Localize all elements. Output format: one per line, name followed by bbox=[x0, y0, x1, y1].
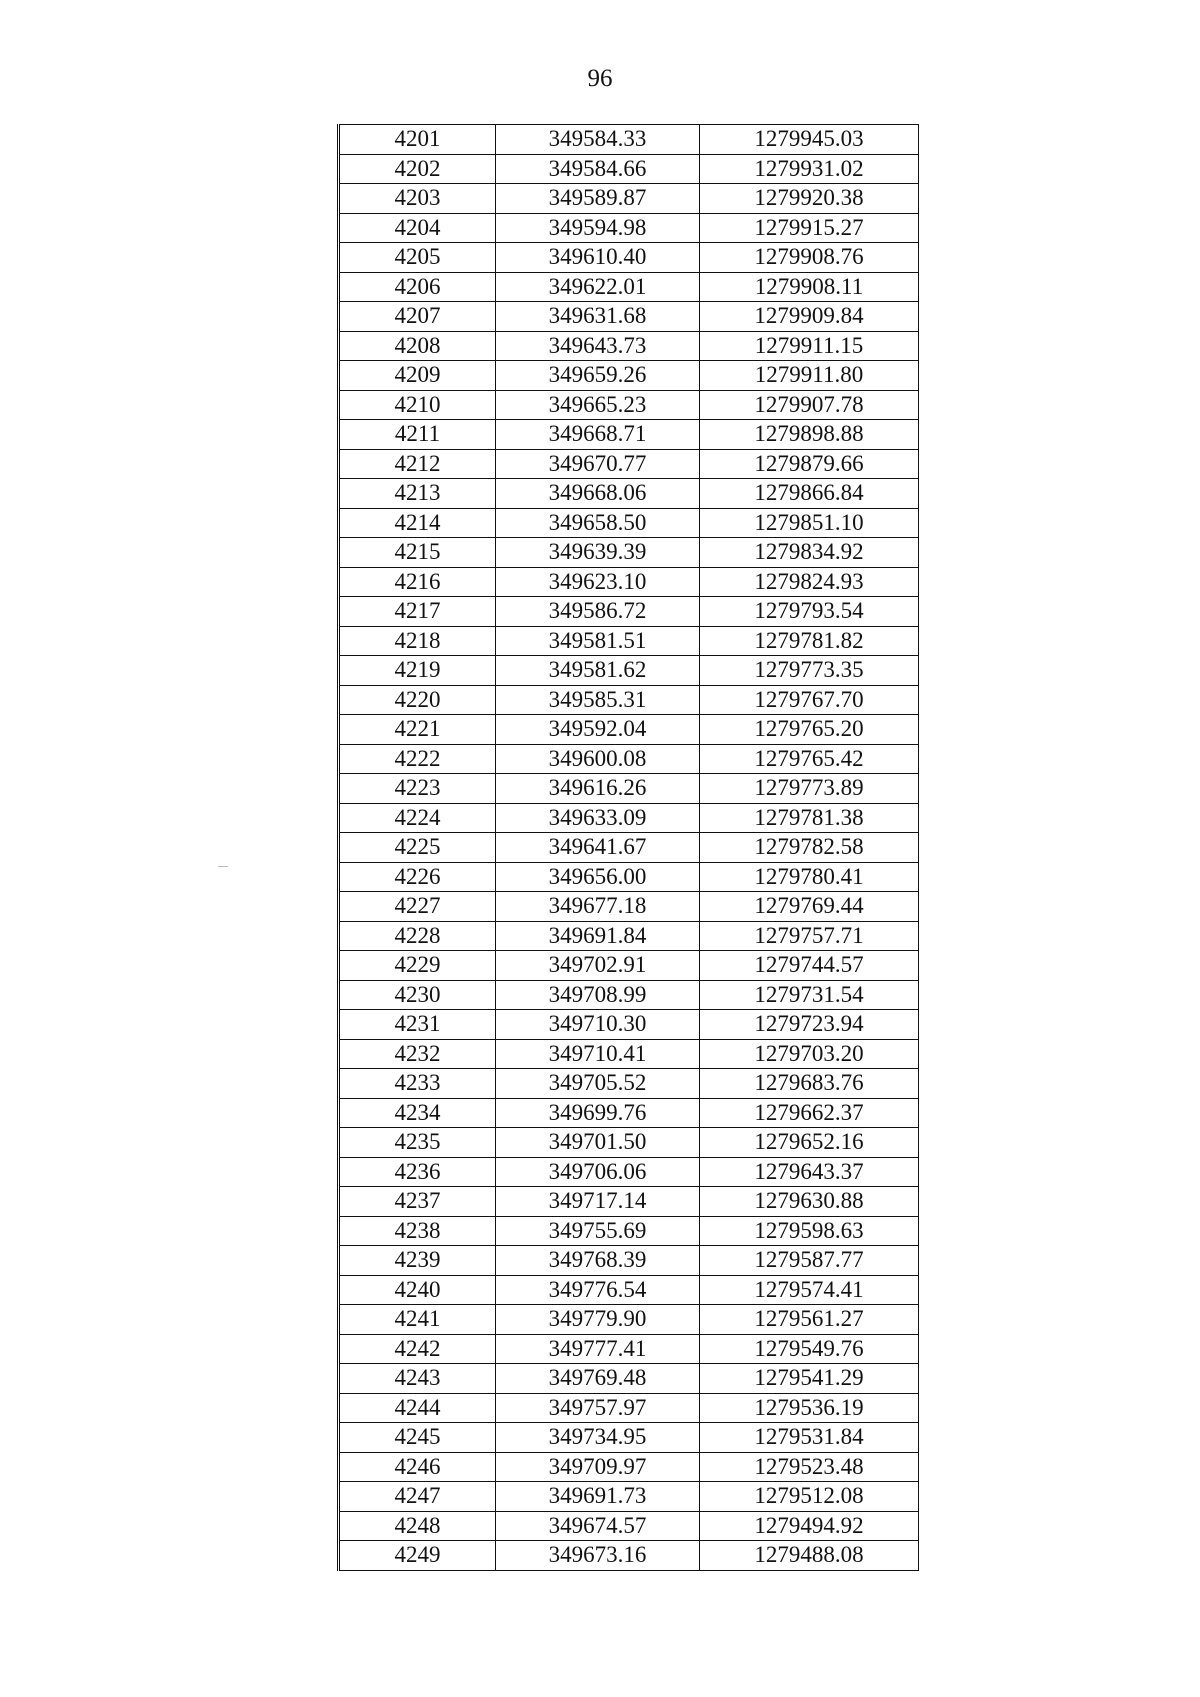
y-coordinate-cell: 1279780.41 bbox=[700, 862, 919, 892]
y-coordinate-cell: 1279512.08 bbox=[700, 1482, 919, 1512]
x-coordinate-cell: 349584.33 bbox=[496, 125, 700, 155]
point-number-cell: 4229 bbox=[339, 951, 496, 981]
point-number-cell: 4224 bbox=[339, 803, 496, 833]
point-number-cell: 4246 bbox=[339, 1452, 496, 1482]
x-coordinate-cell: 349586.72 bbox=[496, 597, 700, 627]
x-coordinate-cell: 349639.39 bbox=[496, 538, 700, 568]
point-number-cell: 4205 bbox=[339, 243, 496, 273]
y-coordinate-cell: 1279703.20 bbox=[700, 1039, 919, 1069]
table-row bbox=[339, 951, 919, 981]
y-coordinate-cell: 1279898.88 bbox=[700, 420, 919, 450]
x-coordinate-cell: 349623.10 bbox=[496, 567, 700, 597]
point-number-cell: 4203 bbox=[339, 184, 496, 214]
point-number-cell: 4207 bbox=[339, 302, 496, 332]
x-coordinate-cell: 349670.77 bbox=[496, 449, 700, 479]
point-number-cell: 4248 bbox=[339, 1511, 496, 1541]
x-coordinate-cell: 349717.14 bbox=[496, 1187, 700, 1217]
table-row bbox=[339, 685, 919, 715]
table-row bbox=[339, 1305, 919, 1335]
y-coordinate-cell: 1279773.89 bbox=[700, 774, 919, 804]
x-coordinate-cell: 349699.76 bbox=[496, 1098, 700, 1128]
point-number-cell: 4243 bbox=[339, 1364, 496, 1394]
x-coordinate-cell: 349643.73 bbox=[496, 331, 700, 361]
table-row bbox=[339, 1334, 919, 1364]
table-row bbox=[339, 803, 919, 833]
x-coordinate-cell: 349633.09 bbox=[496, 803, 700, 833]
y-coordinate-cell: 1279908.11 bbox=[700, 272, 919, 302]
y-coordinate-cell: 1279911.15 bbox=[700, 331, 919, 361]
point-number-cell: 4227 bbox=[339, 892, 496, 922]
x-coordinate-cell: 349585.31 bbox=[496, 685, 700, 715]
table-row bbox=[339, 331, 919, 361]
point-number-cell: 4206 bbox=[339, 272, 496, 302]
point-number-cell: 4245 bbox=[339, 1423, 496, 1453]
x-coordinate-cell: 349769.48 bbox=[496, 1364, 700, 1394]
table-row bbox=[339, 1069, 919, 1099]
y-coordinate-cell: 1279541.29 bbox=[700, 1364, 919, 1394]
page-number: 96 bbox=[587, 65, 613, 92]
y-coordinate-cell: 1279561.27 bbox=[700, 1305, 919, 1335]
y-coordinate-cell: 1279488.08 bbox=[700, 1541, 919, 1571]
point-number-cell: 4209 bbox=[339, 361, 496, 391]
table-row bbox=[339, 1246, 919, 1276]
x-coordinate-cell: 349691.73 bbox=[496, 1482, 700, 1512]
table-row bbox=[339, 656, 919, 686]
y-coordinate-cell: 1279824.93 bbox=[700, 567, 919, 597]
table-row bbox=[339, 302, 919, 332]
x-coordinate-cell: 349673.16 bbox=[496, 1541, 700, 1571]
table-row bbox=[339, 479, 919, 509]
stray-margin-mark bbox=[218, 866, 228, 867]
y-coordinate-cell: 1279911.80 bbox=[700, 361, 919, 391]
point-number-cell: 4208 bbox=[339, 331, 496, 361]
x-coordinate-cell: 349668.06 bbox=[496, 479, 700, 509]
x-coordinate-cell: 349656.00 bbox=[496, 862, 700, 892]
point-number-cell: 4230 bbox=[339, 980, 496, 1010]
table-row bbox=[339, 538, 919, 568]
x-coordinate-cell: 349768.39 bbox=[496, 1246, 700, 1276]
y-coordinate-cell: 1279931.02 bbox=[700, 154, 919, 184]
table-row bbox=[339, 361, 919, 391]
point-number-cell: 4218 bbox=[339, 626, 496, 656]
x-coordinate-cell: 349706.06 bbox=[496, 1157, 700, 1187]
table-row bbox=[339, 1541, 919, 1571]
y-coordinate-cell: 1279769.44 bbox=[700, 892, 919, 922]
point-number-cell: 4232 bbox=[339, 1039, 496, 1069]
y-coordinate-cell: 1279643.37 bbox=[700, 1157, 919, 1187]
point-number-cell: 4236 bbox=[339, 1157, 496, 1187]
point-number-cell: 4249 bbox=[339, 1541, 496, 1571]
x-coordinate-cell: 349777.41 bbox=[496, 1334, 700, 1364]
point-number-cell: 4219 bbox=[339, 656, 496, 686]
x-coordinate-cell: 349701.50 bbox=[496, 1128, 700, 1158]
y-coordinate-cell: 1279781.38 bbox=[700, 803, 919, 833]
table-row bbox=[339, 744, 919, 774]
y-coordinate-cell: 1279834.92 bbox=[700, 538, 919, 568]
x-coordinate-cell: 349600.08 bbox=[496, 744, 700, 774]
point-number-cell: 4247 bbox=[339, 1482, 496, 1512]
point-number-cell: 4210 bbox=[339, 390, 496, 420]
table-row bbox=[339, 980, 919, 1010]
x-coordinate-cell: 349702.91 bbox=[496, 951, 700, 981]
table-row bbox=[339, 154, 919, 184]
table-row bbox=[339, 1157, 919, 1187]
y-coordinate-cell: 1279723.94 bbox=[700, 1010, 919, 1040]
point-number-cell: 4234 bbox=[339, 1098, 496, 1128]
x-coordinate-cell: 349665.23 bbox=[496, 390, 700, 420]
y-coordinate-cell: 1279866.84 bbox=[700, 479, 919, 509]
y-coordinate-cell: 1279757.71 bbox=[700, 921, 919, 951]
x-coordinate-cell: 349594.98 bbox=[496, 213, 700, 243]
y-coordinate-cell: 1279652.16 bbox=[700, 1128, 919, 1158]
y-coordinate-cell: 1279574.41 bbox=[700, 1275, 919, 1305]
table-row bbox=[339, 833, 919, 863]
table-row bbox=[339, 1128, 919, 1158]
y-coordinate-cell: 1279767.70 bbox=[700, 685, 919, 715]
point-number-cell: 4231 bbox=[339, 1010, 496, 1040]
x-coordinate-cell: 349581.62 bbox=[496, 656, 700, 686]
table-row bbox=[339, 213, 919, 243]
y-coordinate-cell: 1279773.35 bbox=[700, 656, 919, 686]
table-row bbox=[339, 1511, 919, 1541]
table-row bbox=[339, 390, 919, 420]
point-number-cell: 4238 bbox=[339, 1216, 496, 1246]
point-number-cell: 4237 bbox=[339, 1187, 496, 1217]
table-row bbox=[339, 243, 919, 273]
point-number-cell: 4241 bbox=[339, 1305, 496, 1335]
y-coordinate-cell: 1279907.78 bbox=[700, 390, 919, 420]
y-coordinate-cell: 1279908.76 bbox=[700, 243, 919, 273]
y-coordinate-cell: 1279587.77 bbox=[700, 1246, 919, 1276]
point-number-cell: 4242 bbox=[339, 1334, 496, 1364]
point-number-cell: 4204 bbox=[339, 213, 496, 243]
y-coordinate-cell: 1279765.42 bbox=[700, 744, 919, 774]
y-coordinate-cell: 1279909.84 bbox=[700, 302, 919, 332]
x-coordinate-cell: 349776.54 bbox=[496, 1275, 700, 1305]
table-row bbox=[339, 125, 919, 155]
point-number-cell: 4223 bbox=[339, 774, 496, 804]
y-coordinate-cell: 1279549.76 bbox=[700, 1334, 919, 1364]
x-coordinate-cell: 349622.01 bbox=[496, 272, 700, 302]
point-number-cell: 4239 bbox=[339, 1246, 496, 1276]
x-coordinate-cell: 349708.99 bbox=[496, 980, 700, 1010]
y-coordinate-cell: 1279765.20 bbox=[700, 715, 919, 745]
point-number-cell: 4212 bbox=[339, 449, 496, 479]
y-coordinate-cell: 1279731.54 bbox=[700, 980, 919, 1010]
point-number-cell: 4220 bbox=[339, 685, 496, 715]
x-coordinate-cell: 349616.26 bbox=[496, 774, 700, 804]
table-row bbox=[339, 272, 919, 302]
x-coordinate-cell: 349674.57 bbox=[496, 1511, 700, 1541]
y-coordinate-cell: 1279793.54 bbox=[700, 597, 919, 627]
x-coordinate-cell: 349584.66 bbox=[496, 154, 700, 184]
point-number-cell: 4240 bbox=[339, 1275, 496, 1305]
point-number-cell: 4244 bbox=[339, 1393, 496, 1423]
point-number-cell: 4216 bbox=[339, 567, 496, 597]
y-coordinate-cell: 1279744.57 bbox=[700, 951, 919, 981]
x-coordinate-cell: 349710.30 bbox=[496, 1010, 700, 1040]
coordinate-table bbox=[337, 124, 919, 1571]
table-row bbox=[339, 567, 919, 597]
y-coordinate-cell: 1279523.48 bbox=[700, 1452, 919, 1482]
y-coordinate-cell: 1279920.38 bbox=[700, 184, 919, 214]
x-coordinate-cell: 349734.95 bbox=[496, 1423, 700, 1453]
point-number-cell: 4213 bbox=[339, 479, 496, 509]
table-row bbox=[339, 508, 919, 538]
x-coordinate-cell: 349757.97 bbox=[496, 1393, 700, 1423]
table-row bbox=[339, 1039, 919, 1069]
x-coordinate-cell: 349658.50 bbox=[496, 508, 700, 538]
coordinate-table-body bbox=[339, 125, 919, 1571]
y-coordinate-cell: 1279662.37 bbox=[700, 1098, 919, 1128]
x-coordinate-cell: 349589.87 bbox=[496, 184, 700, 214]
y-coordinate-cell: 1279494.92 bbox=[700, 1511, 919, 1541]
table-row bbox=[339, 1275, 919, 1305]
point-number-cell: 4201 bbox=[339, 125, 496, 155]
y-coordinate-cell: 1279879.66 bbox=[700, 449, 919, 479]
table-row bbox=[339, 774, 919, 804]
table-row bbox=[339, 1364, 919, 1394]
table-row bbox=[339, 597, 919, 627]
y-coordinate-cell: 1279781.82 bbox=[700, 626, 919, 656]
y-coordinate-cell: 1279683.76 bbox=[700, 1069, 919, 1099]
x-coordinate-cell: 349710.41 bbox=[496, 1039, 700, 1069]
point-number-cell: 4217 bbox=[339, 597, 496, 627]
x-coordinate-cell: 349641.67 bbox=[496, 833, 700, 863]
point-number-cell: 4225 bbox=[339, 833, 496, 863]
table-row bbox=[339, 921, 919, 951]
x-coordinate-cell: 349691.84 bbox=[496, 921, 700, 951]
x-coordinate-cell: 349705.52 bbox=[496, 1069, 700, 1099]
x-coordinate-cell: 349631.68 bbox=[496, 302, 700, 332]
x-coordinate-cell: 349709.97 bbox=[496, 1452, 700, 1482]
table-row bbox=[339, 420, 919, 450]
table-row bbox=[339, 1482, 919, 1512]
point-number-cell: 4211 bbox=[339, 420, 496, 450]
table-row bbox=[339, 1010, 919, 1040]
x-coordinate-cell: 349677.18 bbox=[496, 892, 700, 922]
table-row bbox=[339, 892, 919, 922]
y-coordinate-cell: 1279851.10 bbox=[700, 508, 919, 538]
x-coordinate-cell: 349610.40 bbox=[496, 243, 700, 273]
x-coordinate-cell: 349659.26 bbox=[496, 361, 700, 391]
table-row bbox=[339, 1393, 919, 1423]
table-row bbox=[339, 626, 919, 656]
table-row bbox=[339, 715, 919, 745]
x-coordinate-cell: 349592.04 bbox=[496, 715, 700, 745]
point-number-cell: 4228 bbox=[339, 921, 496, 951]
table-row bbox=[339, 862, 919, 892]
x-coordinate-cell: 349668.71 bbox=[496, 420, 700, 450]
point-number-cell: 4215 bbox=[339, 538, 496, 568]
y-coordinate-cell: 1279945.03 bbox=[700, 125, 919, 155]
table-row bbox=[339, 1187, 919, 1217]
table-row bbox=[339, 1452, 919, 1482]
point-number-cell: 4226 bbox=[339, 862, 496, 892]
table-row bbox=[339, 1423, 919, 1453]
point-number-cell: 4214 bbox=[339, 508, 496, 538]
table-row bbox=[339, 184, 919, 214]
x-coordinate-cell: 349779.90 bbox=[496, 1305, 700, 1335]
table-row bbox=[339, 1216, 919, 1246]
y-coordinate-cell: 1279536.19 bbox=[700, 1393, 919, 1423]
y-coordinate-cell: 1279782.58 bbox=[700, 833, 919, 863]
point-number-cell: 4202 bbox=[339, 154, 496, 184]
point-number-cell: 4233 bbox=[339, 1069, 496, 1099]
point-number-cell: 4222 bbox=[339, 744, 496, 774]
y-coordinate-cell: 1279531.84 bbox=[700, 1423, 919, 1453]
point-number-cell: 4235 bbox=[339, 1128, 496, 1158]
table-row bbox=[339, 1098, 919, 1128]
table-row bbox=[339, 449, 919, 479]
y-coordinate-cell: 1279630.88 bbox=[700, 1187, 919, 1217]
x-coordinate-cell: 349755.69 bbox=[496, 1216, 700, 1246]
x-coordinate-cell: 349581.51 bbox=[496, 626, 700, 656]
y-coordinate-cell: 1279915.27 bbox=[700, 213, 919, 243]
y-coordinate-cell: 1279598.63 bbox=[700, 1216, 919, 1246]
point-number-cell: 4221 bbox=[339, 715, 496, 745]
